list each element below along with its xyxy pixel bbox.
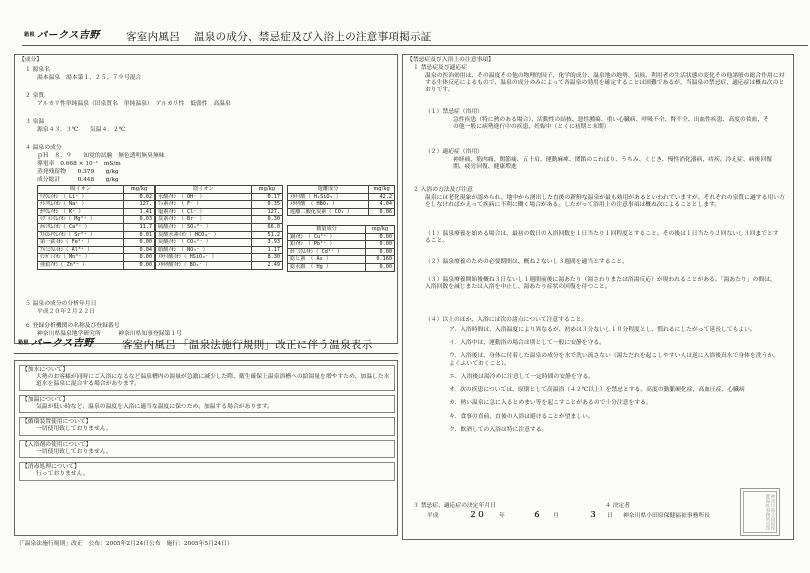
anion-row-value: 127. (251, 208, 282, 216)
contra-s1-text: 温泉の医治効用は、その温度その他の物理的因子、化学的成分、温泉地の地勢、気候、利用者の生活状態の変化その他諸般の総合作用に対する生体反応によるもので、温泉の成分のみによって各温泉の効用を確定することは困難であるが、当温泉の禁忌症、適応症は概ね次のとおりです。 (425, 73, 785, 94)
trace-head-name: 微量成分 (288, 226, 366, 234)
contra-k1-text: 急性疾患（特に熱のある場合）、活動性の結核、悪性腫瘍、重い心臓病、呼吸不全、腎不全、出血性疾患、高度の貧血、その他一般に病勢進行中の疾患、妊娠中（とくに初期と末期） (453, 117, 769, 131)
notice-item (19, 417, 395, 435)
anion-row-value: 3.93 (251, 239, 282, 247)
free-row-label: ﾒﾀﾎｳ酸 （ HBO₂ ） (288, 201, 369, 209)
bathing-note: ア．入浴時間は、入浴温度により異なるが、初めは３分ないし１０分程度とし、慣れるにしたがって延長してもよい。 (449, 327, 756, 333)
trace-table (287, 225, 395, 272)
anion-row-label: 硝酸ｲｵﾝ （ NO₃⁻ ） (156, 246, 252, 254)
cation-row (38, 254, 155, 262)
cation-row (38, 208, 155, 216)
registry-title: ６ 登録分析機関の名称及び登録番号 (25, 323, 120, 329)
trace-row (288, 263, 395, 271)
header2-rule (14, 353, 398, 354)
anion-row-value: 8.30 (251, 254, 282, 262)
anion-row-label: 水酸ｲｵﾝ （ OH⁻ ） (156, 193, 252, 201)
cation-row-label: ｽﾄﾛﾝﾁｳﾑｲｵﾝ（ Sr²⁺ ） (38, 231, 124, 239)
date-month-unit: 月 (553, 513, 559, 519)
anion-row-value: 0.30 (251, 216, 282, 224)
anion-row-label: ﾒﾀｹｲ酸ｲｵﾝ（ HSiO₃⁻ ） (156, 254, 252, 262)
trace-row-value: 0.00 (365, 241, 394, 249)
free-row-label: 遊離二酸化炭素（ CO₂ ） (288, 208, 369, 216)
notice-item (19, 365, 395, 391)
date-year: ２０ (469, 510, 485, 519)
cation-row-value: 1.41 (124, 208, 155, 216)
ph-line: ｐＨ ８．９ 知覚的試験 無色透明無臭無味 (37, 153, 165, 159)
analysis-date-value: 平成２０年２月２２日 (37, 309, 95, 315)
anion-row (156, 239, 283, 247)
free-row-label: ﾒﾀｹｲ酸（ H₂SiO₃ ） (288, 193, 369, 201)
temp-title: ３ 泉温 (25, 119, 45, 125)
date-day: ３ (589, 510, 597, 519)
free-row-value: 42.2 (369, 193, 395, 201)
anion-table (155, 185, 283, 270)
notice-item (19, 440, 395, 458)
anion-head-unit: mg/kg (251, 186, 282, 194)
contra-s3-title: ３ 禁忌症、適応症の決定年月日 (413, 503, 496, 509)
anion-row (156, 223, 283, 231)
contra-k2-text: 神経痛、筋肉痛、関節痛、五十肩、運動麻痺、関節のこわばり、うちみ、くじき、慢性消化器病、痔疾、冷え症、病後回復期、疲労回復、健康増進 (453, 157, 772, 171)
notice-item-label: 【消毒処理について】 (22, 464, 80, 471)
contra-p2: （２）温泉療養のための必要期間は、概ね２ないし３週間を適当とすること。 (425, 259, 628, 265)
bathing-note: キ．食事の直前、直後の入浴は避けることが望ましい。 (449, 413, 594, 420)
date-day-unit: 日 (607, 513, 613, 519)
cation-row-value: 0.03 (124, 216, 155, 224)
cation-row-label: ﾏﾝｶﾞﾝｲｵﾝ（ Mn²⁺ ） (38, 254, 124, 262)
cation-row-value: 0.01 (124, 231, 155, 239)
analysis-panel (14, 54, 398, 344)
anion-row (156, 254, 283, 262)
free-row-value: 4.04 (369, 201, 395, 209)
cation-row-label: ｱﾙﾐﾆｳﾑｲｵﾝ（ Al³⁺ ） (38, 246, 124, 254)
cation-row-label: ｶﾘｳﾑｲｵﾝ （ K⁺ ） (38, 208, 124, 216)
anion-row-value: 1.17 (251, 246, 282, 254)
anion-row (156, 261, 283, 269)
quality-value: アルカリ性単純温泉（旧泉質名 単純温泉） アルカリ性 低張性 高温泉 (37, 101, 231, 107)
anion-row-value: 0.35 (251, 201, 282, 209)
spring-name-title: １ 源泉名 (25, 67, 51, 73)
notice-item-text: 気温が低い時など、温泉の温度を入浴に適当な温度に保つため、加温する場合があります。 (36, 403, 273, 410)
notice-item-label: 【加温について】 (22, 396, 69, 403)
contra-s2-text: 温泉には老化現象が認められ、地中から湧出した直後の新鮮な温泉が最も効用があるといわれていますが、それぞれの泉質に適する用い方をしなければかえって疾病に不利に働く場合がある。したがって浴用上の注意事項は概ね次によることとします。 (425, 195, 785, 209)
anion-row (156, 208, 283, 216)
notice-item-label: 【加水について】 (22, 367, 69, 373)
anion-row-value: 0.17 (251, 193, 282, 201)
contra-p1: （１）温泉療養を始める場合は、最初の数日の入浴回数を１日当たり１回程度とすること。その後は１日当たり２回ないし３回までとすること。 (425, 231, 779, 245)
bathing-note: ク．飲酒しての入浴は特に注意する。 (449, 426, 548, 433)
bathing-note: カ．熱い温泉に急に入るとめまい等を起こすことがあるので十分注意をする。 (449, 400, 652, 407)
cation-row-value: 11.7 (124, 223, 155, 231)
analysis-heading: 【成分】 (19, 57, 43, 63)
trace-row-value: 0.00 (365, 263, 394, 271)
cation-row (38, 246, 155, 254)
anion-head-name: 陰イオン (156, 186, 252, 194)
notice-item (19, 395, 395, 413)
notice-item-text: 一切使用致しておりません。 (36, 448, 112, 455)
cation-row-label: ﾏｸﾞﾈｼｳﾑｲｵﾝ（ Mg²⁺ ） (38, 216, 124, 224)
cation-row-label: ﾘﾁｳﾑｲｵﾝ （ Li⁺ ） (38, 193, 124, 201)
trace-row (288, 248, 395, 256)
anion-row (156, 201, 283, 209)
anion-row-value: 66.0 (251, 223, 282, 231)
notice-item-text: 行っておりません。 (36, 471, 89, 478)
notice-item-text: 一切使用致しておりません。 (36, 426, 112, 433)
anion-row (156, 246, 283, 254)
contra-p4-title: （４）以上のほか、入浴には次の諸点について注意すること。 (425, 317, 588, 323)
free-row-value: 0.06 (369, 208, 395, 216)
cation-head-name: 陽イオン (38, 186, 124, 194)
contra-s1-title: １ 禁忌症及び適応症 (413, 65, 468, 71)
quality-title: ２ 泉質 (25, 93, 45, 99)
contra-p3: （３）温泉療養開始後概ね３日ないし１週間前後に湯あたり（湯さわりまたは浴湯反応）が現われることがある。「湯あたり」の間は、入浴回数を減じまたは入浴を中止し、湯あたり症状の回復を待つこと。 (425, 277, 776, 291)
anion-row (156, 231, 283, 239)
logo-text-2: パークス吉野 (31, 338, 94, 349)
contra-k2-title: （２）適応症（浴用） (425, 149, 483, 155)
anion-row (156, 216, 283, 224)
trace-row-value: 0.00 (365, 248, 394, 256)
cation-row-value: 0.00 (124, 261, 155, 269)
seal-text: 神奈川県小田原保健福祉事務所長印 (743, 491, 777, 533)
trace-row (288, 241, 395, 249)
notice-item-text: 大勢のお客様が同時にご入浴になるなど温泉槽内の湯量が急激に減少した際、衛生確保上温泉浴槽への給湯量を増やすため、加温した水道水を温泉に混合する場合があります。 (36, 374, 390, 388)
cation-row-label: 亜鉛ｲｵﾝ（ Zn²⁺ ） (38, 261, 124, 269)
notice-item-label: 【循環装置使用について】 (22, 419, 92, 426)
free-row (288, 193, 395, 201)
trace-row-label: 総水銀 （ Hg ） (288, 263, 366, 271)
anion-row-label: 炭酸水素ｲｵﾝ（ HCO₃⁻ ） (156, 231, 252, 239)
anion-row-value: 2.49 (251, 261, 282, 269)
cation-row (38, 223, 155, 231)
cation-row-value: 0.04 (124, 246, 155, 254)
temp-value: 源泉４３．３℃ 気温４．２℃ (37, 127, 126, 133)
hotel-logo-2 (18, 338, 94, 351)
notice-panel (14, 360, 398, 536)
cation-row-label: ｶﾙｼｳﾑｲｵﾝ（ Ca²⁺ ） (38, 223, 124, 231)
logo-prefix: 箱根 (24, 31, 36, 38)
cation-row-value: 0.00 (124, 239, 155, 247)
decider-title: ４ 決定者 (605, 503, 631, 509)
anion-row-label: 臭素ｲｵﾝ （ Br⁻ ） (156, 216, 252, 224)
cation-row (38, 216, 155, 224)
anion-row (156, 193, 283, 201)
anion-row-label: ﾒﾀﾎｳ酸ｲｵﾝ（ BO₂⁻ ） (156, 261, 252, 269)
analysis-date-title: ５ 温泉の成分の分析年月日 (25, 301, 97, 307)
bathing-note: オ．次の疾患については、原則として高温浴（４２℃以上）を禁忌とする。高度の動脈硬化症、高血圧症、心臓病 (449, 387, 745, 394)
total-line: 成分総計 0.448 g/kg (37, 177, 119, 183)
anion-row-label: 炭酸ｲｵﾝ （ CO₃²⁻ ） (156, 239, 252, 247)
free-row (288, 201, 395, 209)
free-head-name: 遊離成分 (288, 186, 369, 194)
cation-row-value: 127. (124, 201, 155, 209)
hotel-logo (24, 30, 100, 43)
free-row (288, 208, 395, 216)
trace-head-unit: mg/kg (365, 226, 394, 234)
date-month: ６ (533, 510, 541, 519)
anion-row-label: 塩素ｲｵﾝ （ Cl⁻ ） (156, 208, 252, 216)
header-place: 客室内風呂 (126, 31, 180, 43)
cation-row-label: 第一鉄ｲｵﾝ（ Fe²⁺ ） (38, 239, 124, 247)
trace-row-label: 銅ｲｵﾝ （ Cu²⁺ ） (288, 233, 366, 241)
logo-text: パークス吉野 (37, 30, 100, 41)
cation-row-value: 0.00 (124, 254, 155, 262)
header2-place: 客室内風呂 (122, 339, 176, 351)
trace-row-value: 0.160 (365, 256, 394, 264)
anion-row-label: 硫酸ｲｵﾝ （ SO₄²⁻ ） (156, 223, 252, 231)
trace-row-label: 鉛ｲｵﾝ （ Pb²⁺ ） (288, 241, 366, 249)
official-seal (740, 488, 780, 536)
bathing-note: ウ．入浴後は、身体に付着した温泉の成分を水で洗い流さない（湯ただれを起こしやすい人は逆に入浴後真水で身体を洗うか、よくふいておくこと）。 (449, 353, 779, 367)
free-head-unit: mg/kg (369, 186, 395, 194)
date-year-unit: 年 (499, 513, 505, 519)
contra-k1-title: （１）禁忌症（浴用） (425, 109, 483, 115)
cation-row (38, 261, 155, 269)
spring-name-value: 湯本温泉 湯本第１、２５、７９号混合 (37, 75, 142, 81)
contra-panel (402, 54, 794, 540)
logo-prefix-2: 箱根 (18, 339, 30, 346)
cation-row (38, 201, 155, 209)
composition-title: ４ 温泉の成分 (25, 145, 62, 151)
cation-row (38, 239, 155, 247)
anion-row-value: 51.2 (251, 231, 282, 239)
evaporation-line: 蒸発残留物 0.379 g/kg (37, 169, 119, 175)
cation-row-label: ﾅﾄﾘｳﾑｲｵﾝ（ Na⁺ ） (38, 201, 124, 209)
bathing-note: イ．入浴中は、運動浴の場合は別として一般に安静を守る。 (449, 340, 605, 347)
free-table (287, 185, 395, 216)
cation-row (38, 193, 155, 201)
anion-row-label: ﾌｯ素ｲｵﾝ （ F⁻ ） (156, 201, 252, 209)
conductivity-line: 導電率 0.668 × 10⁻¹ mS/m (37, 161, 121, 167)
cation-head-unit: mg/kg (124, 186, 155, 194)
registry-value: 神奈川県温泉地学研究所 神奈川県知事登録第１号 (37, 331, 182, 337)
date-era: 平成 (427, 513, 439, 519)
contra-heading: 【禁忌症及び入浴上の注意事項】 (407, 57, 494, 63)
notice-item-label: 【入浴剤の使用について】 (22, 441, 92, 448)
cation-row (38, 231, 155, 239)
trace-row (288, 256, 395, 264)
cation-row-value: 0.02 (124, 193, 155, 201)
cation-table (37, 185, 155, 270)
trace-row (288, 233, 395, 241)
page-title: 温泉の成分、禁忌症及び入浴上の注意事項掲示証 (194, 31, 432, 43)
notice-footer: （「温泉法施行規則」改正 公布：2005年2月24日公布 施行：2005年5月24日） (16, 541, 233, 547)
decider-value: 神奈川県小田原保健福祉事務所長 (623, 513, 710, 519)
bathing-note: エ．入浴後は湯冷めに注意して一定時間の安静を守る。 (449, 373, 595, 380)
notice-item (19, 462, 395, 480)
trace-row-label: ｶﾄﾞﾐｳﾑｲｵﾝ（ Cd²⁺ ） (288, 248, 366, 256)
trace-row-label: 総ヒ素 （ As ） (288, 256, 366, 264)
contra-s2-title: ２ 入浴の方法及び注意 (413, 187, 473, 193)
header2-title: 「温泉法施行規則」改正に伴う温泉表示 (178, 339, 373, 351)
header-rule (22, 45, 808, 46)
trace-row-value: 0.00 (365, 233, 394, 241)
